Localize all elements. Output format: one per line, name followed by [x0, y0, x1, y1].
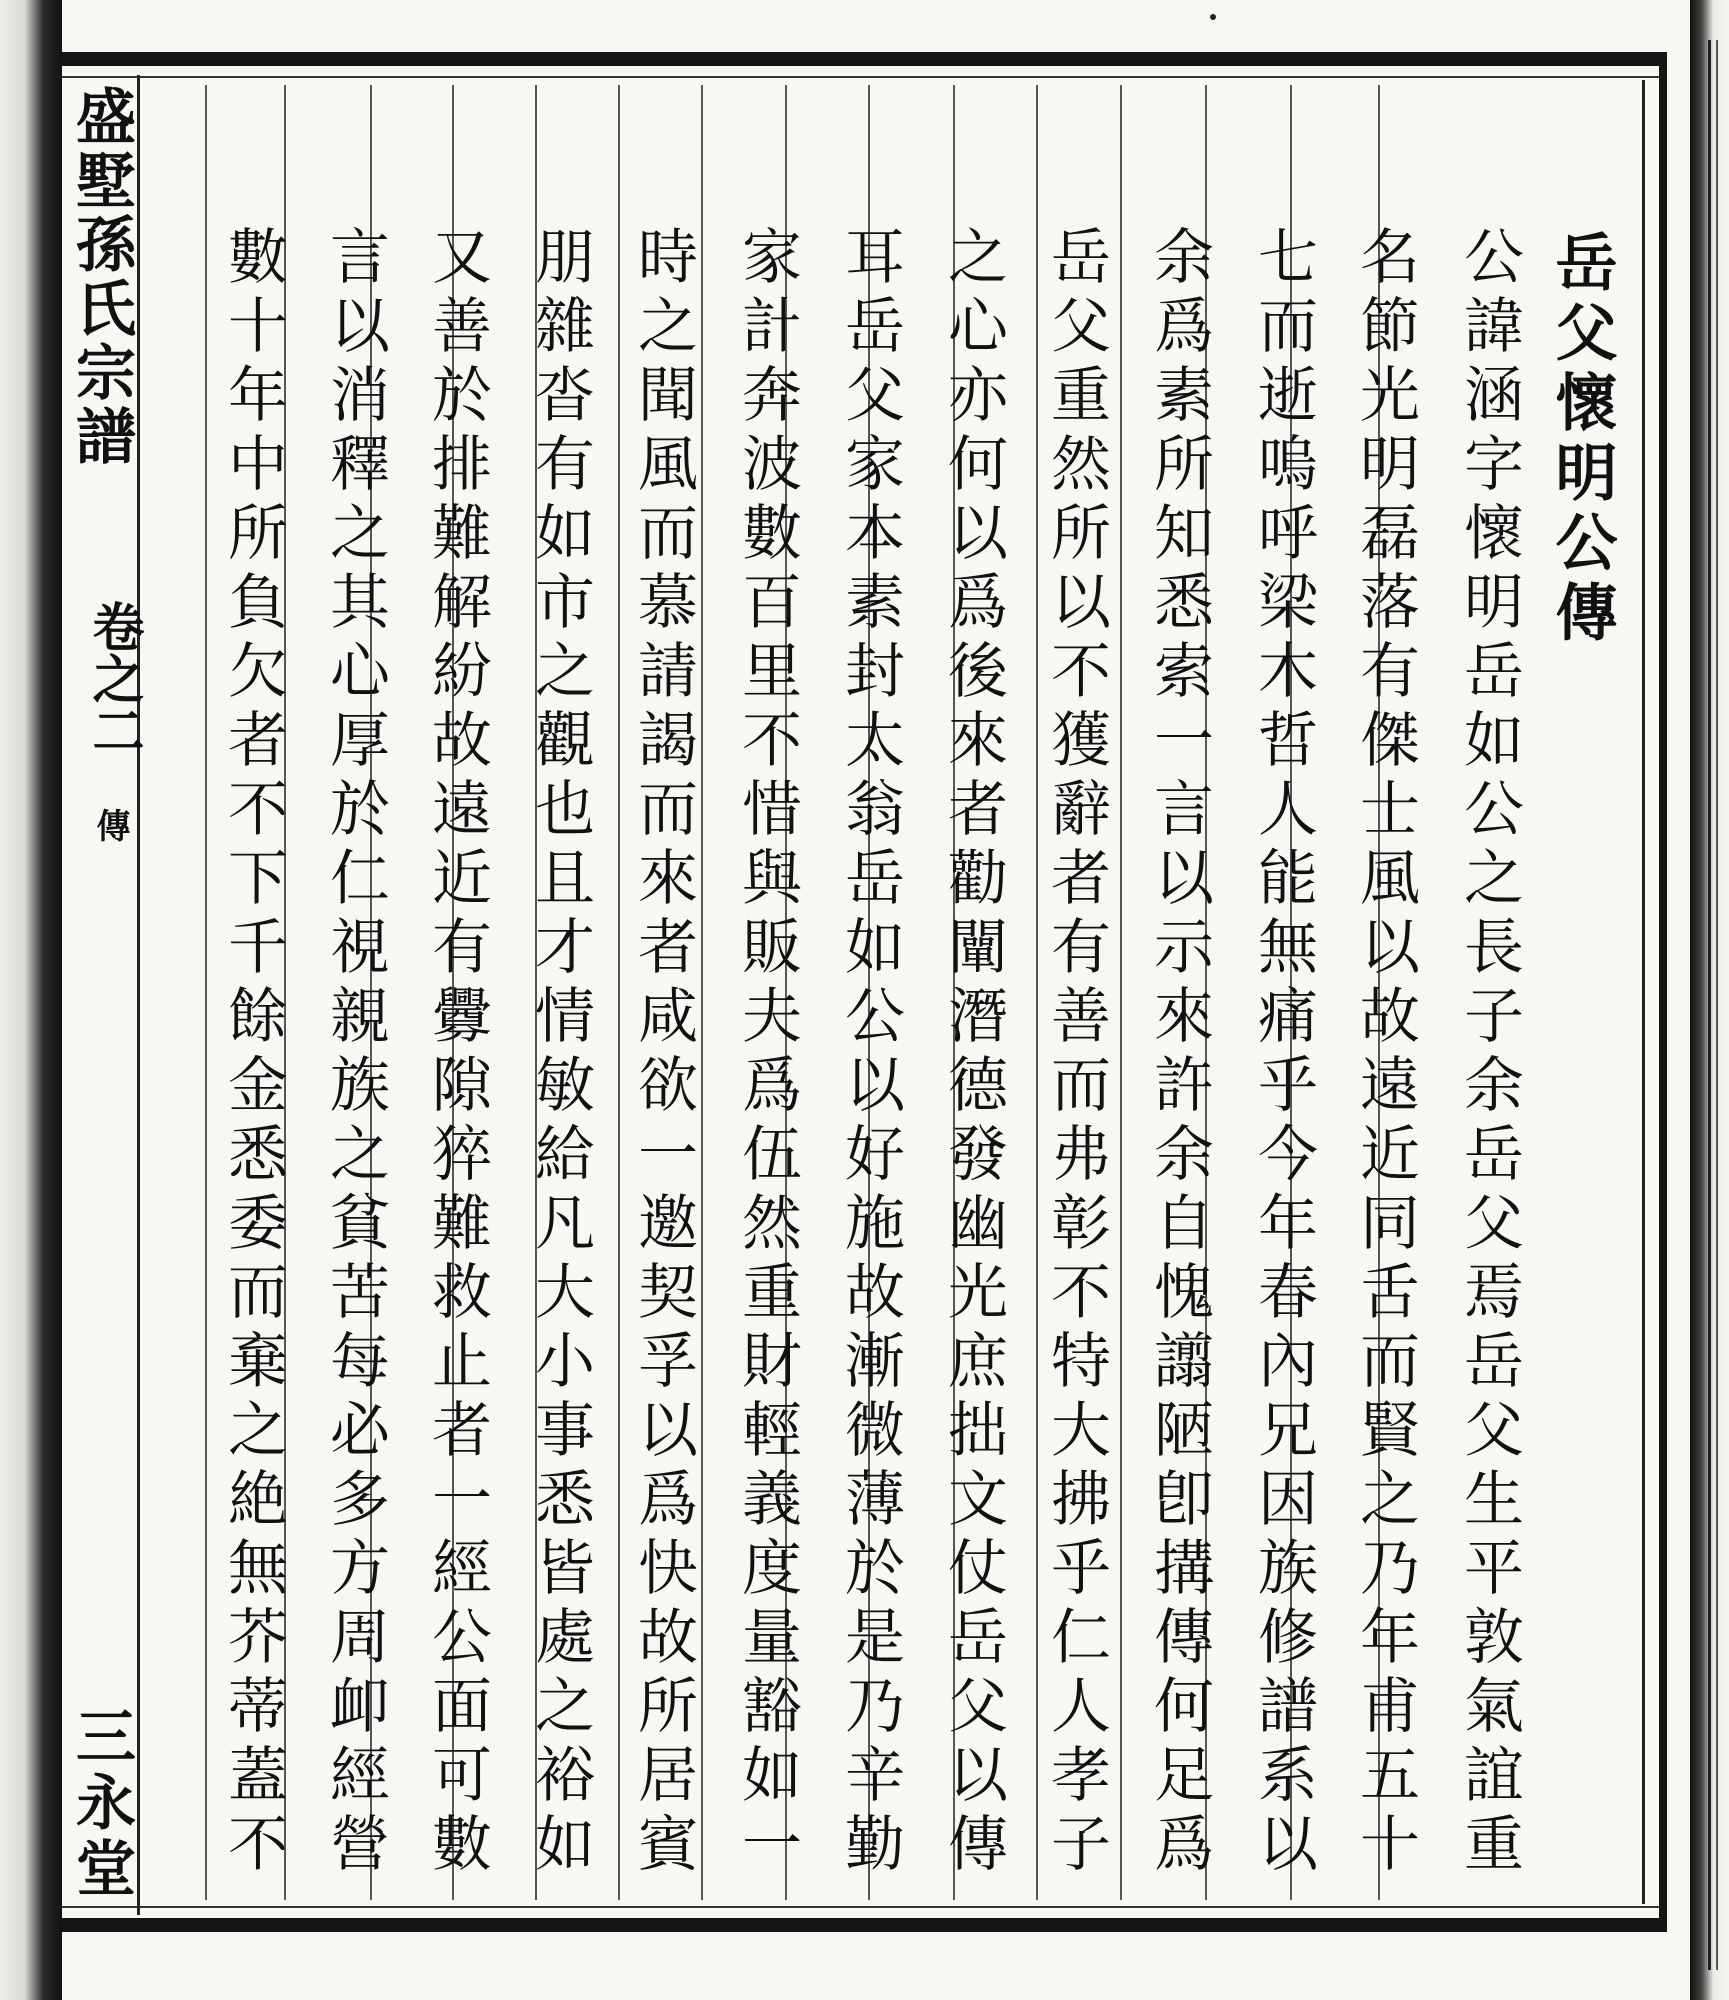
text-column: 朋雜沓有如市之觀也且才情敏給凡大小事悉皆處之裕如 — [525, 225, 595, 1881]
column-rule — [618, 85, 620, 1900]
banxin-center-column — [62, 75, 140, 1915]
binding-edge — [1708, 40, 1718, 1970]
section-label: 傳 — [90, 808, 130, 842]
text-column: 之心亦何以爲後來者勸闡潛德發幽光庶拙文仗岳父以傳 — [938, 225, 1008, 1881]
hall-name: 三永堂 — [66, 1705, 136, 1903]
column-rule — [1036, 85, 1038, 1900]
volume-label: 卷之二 — [83, 600, 144, 756]
text-column: 岳父重然所以不獲辭者有善而弗彰不特大拂乎仁人孝子 — [1041, 225, 1111, 1881]
text-column: 名節光明磊落有傑士風以故遠近同舌而賢之乃年甫五十 — [1350, 225, 1420, 1881]
biography-heading: 岳父懷明公傳 — [1545, 230, 1618, 650]
left-page-gutter — [0, 0, 62, 2000]
column-rule — [701, 85, 703, 1900]
frame-inner-right-line — [1642, 80, 1645, 1904]
text-column: 耳岳父家本素封太翁岳如公以好施故漸微薄於是乃辛勤 — [835, 225, 905, 1881]
column-rule — [205, 85, 207, 1900]
text-column: 家計奔波數百里不惜與販夫爲伍然重財輕義度量豁如一 — [732, 225, 802, 1881]
column-rule — [1120, 85, 1122, 1900]
text-column: 數十年中所負欠者不下千餘金悉委而棄之絶無芥蒂蓋不 — [218, 225, 288, 1881]
frame-inner-top-line — [62, 76, 1659, 78]
ink-speck — [1210, 14, 1216, 20]
text-column: 言以消釋之其心厚於仁視親族之貧苦每必多方周卹經營 — [320, 225, 390, 1881]
text-column: 時之聞風而慕請謁而來者咸欲一邀契孚以爲快故所居賓 — [628, 225, 698, 1881]
text-column: 公諱涵字懷明岳如公之長子余岳父焉岳父生平敦氣誼重 — [1454, 225, 1524, 1881]
text-column: 七而逝嗚呼梁木哲人能無痛乎今年春內兄因族修譜系以 — [1248, 225, 1318, 1881]
text-column: 余爲素所知悉索一言以示來許余自愧譾陋卽搆傳何足爲 — [1144, 225, 1214, 1881]
text-column: 又善於排難解紛故遠近有釁隙猝難救止者一經公面可數 — [422, 225, 492, 1881]
genealogy-title: 盛墅孫氏宗譜 — [66, 85, 136, 469]
frame-inner-bottom-line — [62, 1906, 1659, 1908]
